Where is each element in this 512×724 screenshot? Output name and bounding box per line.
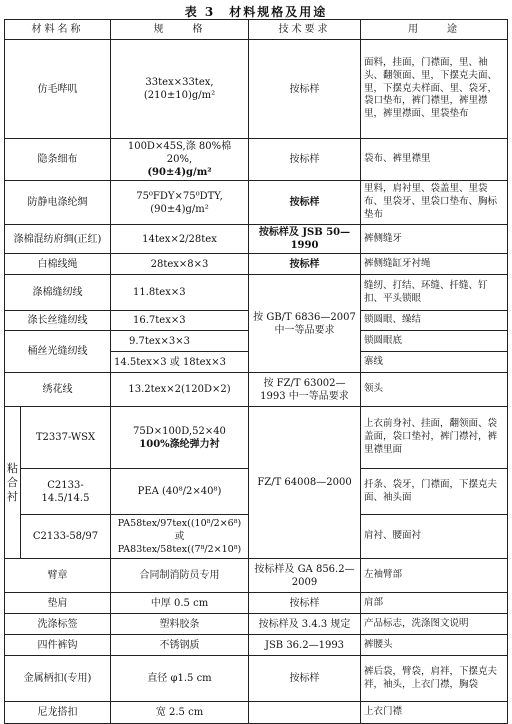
header-material: 材料名称 <box>5 20 111 40</box>
material-use: 裤后袋，臂袋，肩袢，下摆克夫袢，袖头，上衣门襟，胸袋 <box>361 656 508 702</box>
table-row <box>5 702 508 724</box>
material-requirement: 按标样 <box>249 656 361 702</box>
material-name: 隐条细布 <box>5 139 111 181</box>
material-requirement: 按 FZ/T 63002—1993 中一等品要求 <box>249 373 361 407</box>
material-requirement: 按标样 <box>249 593 361 614</box>
material-name: 垫肩 <box>5 593 111 614</box>
material-use: 产品标志，洗涤图文说明 <box>361 614 508 635</box>
material-requirement: 按标样 <box>249 40 361 139</box>
material-use: 肩衬、腰面衬 <box>361 515 508 559</box>
material-use: 袋布、裤里襟里 <box>361 139 508 181</box>
material-requirement <box>249 702 361 724</box>
table-row <box>5 559 508 593</box>
material-spec: 中厚 0.5 cm <box>111 593 249 614</box>
material-spec: 75⁰FDY×75⁰DTY, (90±4)g/m² <box>111 181 249 225</box>
material-use: 扦条、袋牙，门襟面，下摆克夫面、袖头面 <box>361 469 508 515</box>
table-row <box>5 593 508 614</box>
material-name: 涤长丝缝纫线 <box>5 311 111 331</box>
material-name: C2133-58/97 <box>21 515 111 559</box>
material-spec: 16.7tex×3 <box>111 311 249 331</box>
material-name: 洗涤标签 <box>5 614 111 635</box>
material-spec: 100D×45S,涤 80%棉 20%, (90±4)g/m² <box>111 139 249 181</box>
material-spec: 宽 2.5 cm <box>111 702 249 724</box>
material-name: 白棉线绳 <box>5 254 111 275</box>
material-use: 上衣前身衬、挂面，翻领面、袋盖面，袋口垫衬，裤门襟衬，裤里襟里面 <box>361 407 508 469</box>
header-spec: 规 格 <box>111 20 249 40</box>
material-name: 涤棉缝纫线 <box>5 275 111 311</box>
material-use: 裤腰头 <box>361 635 508 656</box>
material-spec: PEA (40⁸/2×40⁸) <box>111 469 249 515</box>
material-name: 仿毛哔叽 <box>5 40 111 139</box>
table-title: 表 3 材料规格及用途 <box>184 5 328 19</box>
material-name: 臂章 <box>5 559 111 593</box>
material-requirement: 按标样 <box>249 254 361 275</box>
table-row <box>5 635 508 656</box>
material-spec: 14.5tex×3 或 18tex×3 <box>111 352 249 373</box>
material-spec: 塑料胶条 <box>111 614 249 635</box>
material-use: 面料，挂面，门襟面，里、袖头、翻领面、里，下摆克夫面、里，下摆克夫样面、里、袋牙，袋口垫布，裤门襟里，裤里襟里，裤里襟面、里袋垫布 <box>361 40 508 139</box>
material-use: 锁圆眼底 <box>361 331 508 352</box>
material-requirement: 按标样 <box>249 139 361 181</box>
material-requirement: 按标样 <box>249 181 361 225</box>
table-row <box>5 373 508 407</box>
material-spec: 不锈钢质 <box>111 635 249 656</box>
material-spec: 合同制消防员专用 <box>111 559 249 593</box>
material-name: 绣花线 <box>5 373 111 407</box>
table-row <box>5 614 508 635</box>
header-use: 用 途 <box>361 20 508 40</box>
header-requirement: 技术要求 <box>249 20 361 40</box>
table-row <box>5 181 508 225</box>
material-requirement: 按标样及 JSB 50—1990 <box>249 225 361 254</box>
material-spec: 14tex×2/28tex <box>111 225 249 254</box>
material-name: 涤棉混纺府绸(正红) <box>5 225 111 254</box>
materials-table <box>4 19 508 724</box>
material-use: 锁圆眼、缲结 <box>361 311 508 331</box>
material-name: 金属柄扣(专用) <box>5 656 111 702</box>
material-requirement: 按标样及 3.4.3 规定 <box>249 614 361 635</box>
material-spec: 75D×100D,52×40 100%涤纶弹力衬 <box>111 407 249 469</box>
material-requirement: JSB 36.2—1993 <box>249 635 361 656</box>
material-use: 裤侧缝牙 <box>361 225 508 254</box>
lining-group-label: 粘合衬 <box>5 407 21 559</box>
table-row <box>5 139 508 181</box>
material-spec: 9.7tex×3×3 <box>111 331 249 352</box>
material-spec: 11.8tex×3 <box>111 275 249 311</box>
table-header-row <box>5 20 508 40</box>
material-name: T2337-WSX <box>21 407 111 469</box>
material-spec: 13.2tex×2(120D×2) <box>111 373 249 407</box>
material-use: 左袖臂部 <box>361 559 508 593</box>
table-row <box>5 407 508 469</box>
lining-requirement: FZ/T 64008—2000 <box>249 407 361 559</box>
thread-requirement: 按 GB/T 6836—2007 中一等品要求 <box>249 275 361 373</box>
material-use: 领头 <box>361 373 508 407</box>
material-use: 里料，肩衬里、袋盖里、里袋布、里袋牙、里袋口垫布、胸标垫布 <box>361 181 508 225</box>
table-row <box>5 40 508 139</box>
material-use: 肩部 <box>361 593 508 614</box>
material-use: 缝纫、打结、环缝、扦缝、钉扣、平头锁眼 <box>361 275 508 311</box>
material-name: 四件裤钩 <box>5 635 111 656</box>
material-name: 桶丝光缝纫线 <box>5 331 111 373</box>
material-name: 防静电涤纶绸 <box>5 181 111 225</box>
table-row <box>5 254 508 275</box>
table-row <box>5 225 508 254</box>
table-row <box>5 275 508 311</box>
material-spec: 直径 φ1.5 cm <box>111 656 249 702</box>
material-use: 上衣门襟 <box>361 702 508 724</box>
material-spec: 28tex×8×3 <box>111 254 249 275</box>
table-row <box>5 656 508 702</box>
material-spec: PA58tex/97tex((10⁸/2×6⁸)或 PA83tex/58tex((7⁸/2×10⁸) <box>111 515 249 559</box>
material-name: 尼龙搭扣 <box>5 702 111 724</box>
material-use: 寨线 <box>361 352 508 373</box>
material-use: 裤侧缝缸牙衬绳 <box>361 254 508 275</box>
material-requirement: 按标样及 GA 856.2—2009 <box>249 559 361 593</box>
material-name: C2133-14.5/14.5 <box>21 469 111 515</box>
material-spec: 33tex×33tex, (210±10)g/m² <box>111 40 249 139</box>
